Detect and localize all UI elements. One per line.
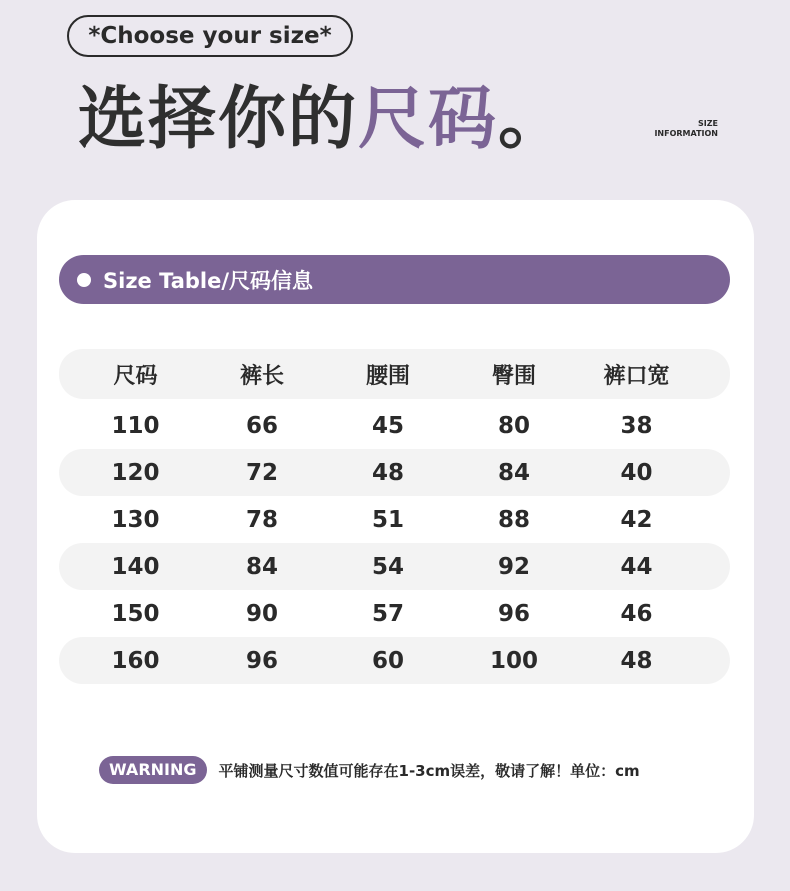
section-header-label: Size Table/尺码信息 (103, 268, 314, 293)
table-cell: 80 (497, 412, 530, 439)
table-cell: 54 (371, 553, 404, 580)
side-tag-line-2: INFORMATION (654, 129, 718, 138)
table-cell: 110 (111, 412, 160, 439)
table-cell: 66 (245, 412, 278, 439)
table-cell: 90 (245, 600, 278, 627)
title-part-1: 选择你的 (78, 80, 359, 159)
table-cell: 96 (497, 600, 530, 627)
table-cell: 60 (371, 647, 404, 674)
size-information-tag (654, 119, 718, 139)
section-header-bar (59, 255, 730, 304)
header-cell: 腰围 (365, 363, 410, 389)
warning-note (99, 756, 640, 784)
table-row (59, 637, 730, 684)
table-cell: 84 (497, 459, 530, 486)
warning-text: 平铺测量尺寸数值可能存在1-3cm误差，敬请了解！单位：cm (218, 761, 640, 780)
table-cell: 40 (620, 459, 653, 486)
table-cell: 44 (620, 553, 653, 580)
table-cell: 100 (489, 647, 538, 674)
table-cell: 84 (245, 553, 278, 580)
bullet-dot-icon (77, 273, 91, 287)
size-table (59, 349, 730, 684)
title-part-3: 。 (498, 80, 569, 159)
table-cell: 38 (620, 412, 653, 439)
table-cell: 96 (245, 647, 278, 674)
table-cell: 57 (371, 600, 404, 627)
table-cell: 88 (497, 506, 530, 533)
table-cell: 48 (620, 647, 653, 674)
table-cell: 42 (620, 506, 653, 533)
table-cell: 51 (371, 506, 404, 533)
table-cell: 140 (111, 553, 160, 580)
table-row (59, 402, 730, 449)
table-header-row (59, 349, 730, 399)
table-row (59, 496, 730, 543)
table-cell: 72 (245, 459, 278, 486)
table-row (59, 449, 730, 496)
size-card (37, 200, 754, 853)
table-row (59, 590, 730, 637)
table-cell: 45 (371, 412, 404, 439)
table-cell: 130 (111, 506, 160, 533)
table-cell: 92 (497, 553, 530, 580)
warning-badge: WARNING (99, 756, 207, 784)
table-cell: 120 (111, 459, 160, 486)
header-cell: 尺码 (113, 363, 158, 389)
table-cell: 78 (245, 506, 278, 533)
page-title (78, 80, 568, 160)
header-cell: 裤长 (239, 363, 284, 389)
table-row (59, 543, 730, 590)
choose-size-pill (67, 15, 353, 57)
header-cell: 裤口宽 (603, 363, 670, 389)
table-cell: 160 (111, 647, 160, 674)
table-cell: 46 (620, 600, 653, 627)
title-part-2: 尺码 (358, 80, 499, 159)
header-cell: 臀围 (491, 363, 536, 389)
choose-size-label: *Choose your size* (88, 23, 332, 49)
table-cell: 150 (111, 600, 160, 627)
table-cell: 48 (371, 459, 404, 486)
side-tag-line-1: SIZE (697, 119, 718, 128)
